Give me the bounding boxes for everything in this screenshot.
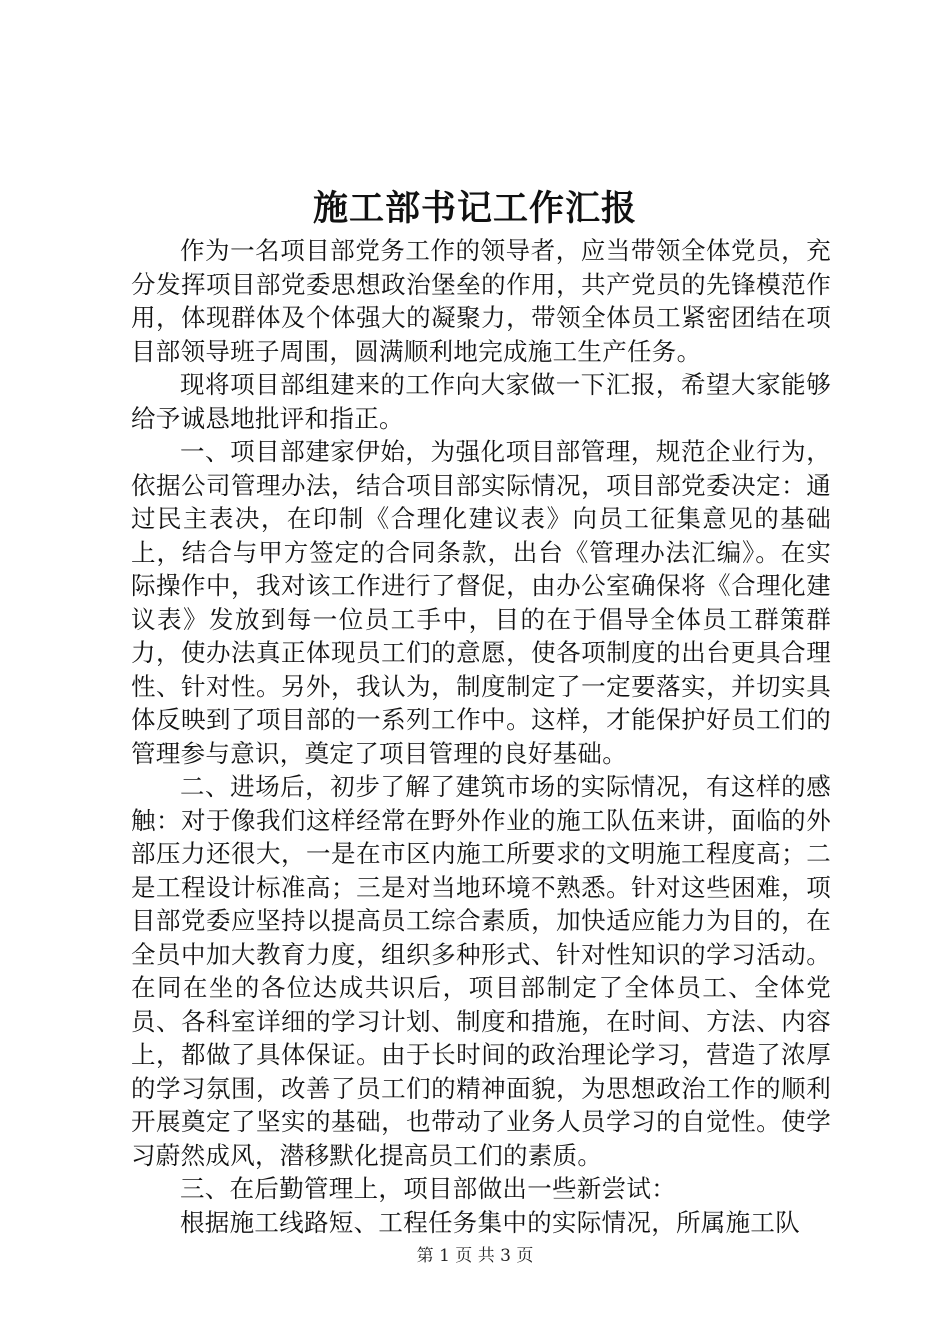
paragraph-section-one: 一、项目部建家伊始，为强化项目部管理，规范企业行为，依据公司管理办法，结合项目部实际情况，项目部党委决定：通过民主表决，在印制《合理化建议表》向员工征集意见的基础上，结合与甲方签定的合同条款，出台《管理办法汇编》。在实际操作中，我对该工作进行了督促，由办公室确保将《合理化建议表》发放到每一位员工手中，目的在于倡导全体员工群策群力，使办法真正体现员工们的意愿，使各项制度的出台更具合理性、针对性。另外，我认为，制度制定了一定要落实，并切实具体反映到了项目部的一系列工作中。这样，才能保护好员工们的管理参与意识，奠定了项目管理的良好基础。 bbox=[131, 437, 831, 768]
paragraph-section-two: 二、进场后，初步了解了建筑市场的实际情况，有这样的感触：对于像我们这样经常在野外作业的施工队伍来讲，面临的外部压力还很大，一是在市区内施工所要求的文明施工程度高；二是工程设计标准高；三是对当地环境不熟悉。针对这些困难，项目部党委应坚持以提高员工综合素质，加快适应能力为目的，在全员中加大教育力度，组织多种形式、针对性知识的学习活动。在同在坐的各位达成共识后，项目部制定了全体员工、全体党员、各科室详细的学习计划、制度和措施，在时间、方法、内容上，都做了具体保证。由于长时间的政治理论学习，营造了浓厚的学习氛围，改善了员工们的精神面貌，为思想政治工作的顺利开展奠定了坚实的基础，也带动了业务人员学习的自觉性。使学习蔚然成风，潜移默化提高员工们的素质。 bbox=[131, 772, 831, 1170]
paragraph-section-three-heading: 三、在后勤管理上，项目部做出一些新尝试： bbox=[180, 1174, 676, 1203]
paragraph-section-three-body: 根据施工线路短、工程任务集中的实际情况，所属施工队 bbox=[180, 1207, 800, 1237]
document-title: 施工部书记工作汇报 bbox=[312, 188, 637, 229]
paragraph-report-intro: 现将项目部组建来的工作向大家做一下汇报，希望大家能够给予诚恳地批评和指正。 bbox=[131, 370, 831, 433]
document-body bbox=[131, 234, 831, 1239]
page-number-footer: 第 1 页 共 3 页 bbox=[416, 1246, 534, 1266]
paragraph-intro: 作为一名项目部党务工作的领导者，应当带领全体党员，充分发挥项目部党委思想政治堡垒的作用，共产党员的先锋模范作用，体现群体及个体强大的凝聚力，带领全体员工紧密团结在项目部领导班子周围，圆满顺利地完成施工生产任务。 bbox=[131, 236, 831, 366]
